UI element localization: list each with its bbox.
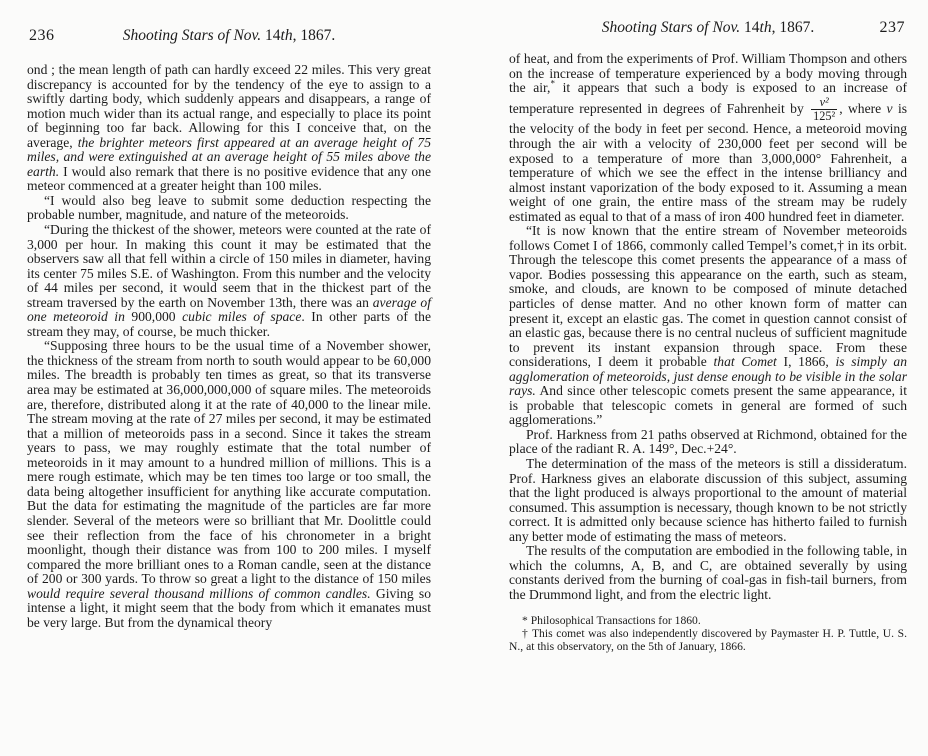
paragraph: The determination of the mass of the meteors is still a dissideratum. Prof. Harkness gives an elaborate discussion of this subject, assuming that the light produced is always proportional to the amount of material consumed. This assumption is necessary, though known to be not strictly correct. It is admitted only because science has hitherto failed to furnish any better mode of estimating the mass of meteors. <box>509 456 907 544</box>
page-body-left <box>27 63 431 630</box>
page-number-left: 236 <box>29 27 55 44</box>
italic-text: that Comet <box>713 354 784 370</box>
running-title-left: Shooting Stars of Nov. 14th, 1867. <box>122 27 336 44</box>
fraction: $\frac{\text{v²}}{\text{125²}}$ <box>813 94 836 123</box>
italic-text: v <box>886 100 893 116</box>
paragraph: Prof. Harkness from 21 paths observed at Richmond, obtained for the place of the radiant R. A. 149°, Dec.+24°. <box>509 426 907 457</box>
footnotes <box>509 614 907 654</box>
italic-text: th <box>759 19 772 36</box>
paragraph: “I would also beg leave to submit some deduction respecting the probable number, magnitude, and nature of the meteoroids. <box>27 192 431 223</box>
italic-text: Shooting Stars of Nov. <box>122 27 266 44</box>
italic-text: th <box>280 27 293 44</box>
page-number-right: 237 <box>879 19 905 36</box>
italic-text: Shooting Stars of Nov. <box>601 19 745 36</box>
page-right <box>509 19 907 654</box>
footnote-marker: * <box>550 78 555 89</box>
page-header-right <box>509 19 907 41</box>
italic-text: average of one meteoroid in <box>27 294 431 325</box>
page-body-right <box>509 52 907 603</box>
paragraph: of heat, and from the experiments of Prof. William Thompson and others on the increase of temperature experienced by a body moving through the air,* it appears that such a body is exposed to an increase of temperature represented in degrees of Fahrenheit by $\frac{\text{v²}}{\text{125²}}$ , where v is the velocity of the body in feet per second. Hence, a meteoroid moving through the air with a velocity of 230,000 feet per second will be exposed to a temperature of more than 3,000,000° Fahrenheit, a temperature of which we see the effect in the intense brilliancy and almost instant vaporization of the body exposed to it. Assuming a mean weight of one grain, the entire mass of the stream may be rudely estimated as equal to that of a mass of iron 400 hundred feet in diameter. <box>509 51 908 224</box>
page-header-left <box>27 27 431 49</box>
paragraph: ond ; the mean length of path can hardly exceed 22 miles. This very great discrepancy is accounted for by the tendency of the eye to assign to a swiftly darting body, which suddenly appears and disappears, a range of motion much wider than its actual range, and especially to place its point of beginning too far back. Allowing for this I conceive that, on the average, the brighter meteors first appeared at an average height of 75 miles, and were extinguished at an average height of 55 miles above the earth. I would also remark that there is no positive evidence that any one meteor commenced at a greater height than 100 miles. <box>27 62 431 194</box>
paragraph: “During the thickest of the shower, meteors were counted at the rate of 3,000 per hour. In making this count it may be estimated that the observers saw all that fell within a circle of 150 miles in diameter, having its center 75 miles S.E. of Washington. From this number and the velocity of 44 miles per second, it would seem that in the thickest part of the stream traversed by the earth on November 13th, there was an average of one meteoroid in 900,000 cubic miles of space. In other parts of the stream they may, of course, be much thicker. <box>27 222 432 339</box>
page-left <box>27 27 431 630</box>
paragraph: † This comet was also independently discovered by Paymaster H. P. Tuttle, U. S. N., at this observatory, on the 5th of January, 1866. <box>509 626 907 654</box>
paragraph: The results of the computation are embodied in the following table, in which the columns, A, B, and C, are obtained severally by using constants derived from the burning of coal-gas in fish-tail burners, from the Drummond light, and from the electric light. <box>509 543 907 602</box>
italic-text: would require several thousand millions of common candles. <box>27 585 371 601</box>
paragraph: * Philosophical Transactions for 1860. <box>522 613 701 627</box>
paragraph: “Supposing three hours to be the usual time of a November shower, the thickness of the stream from north to south would appear to be 60,000 miles. The breadth is probably ten times as great, so that its transverse area may be estimated at 36,000,000,000 of square miles. The meteoroids are, therefore, distributed along it at the rate of 40,000 to the linear mile. The stream moving at the rate of 27 miles per second, it may be estimated that a million of meteoroids pass in a second. Since it takes the stream years to pass, we may roughly estimate that the total number of meteoroids in it may amount to a hundred million of millions. This is a mere rough estimate, which may be ten times too large or too small, the data being altogether insufficient for anything like accurate computation. But the data for estimating the magnitude of the particles are far more slender. Several of the meteors were so brilliant that Mr. Doolittle could see their reflection from the face of his chronometer in a bright moonlight, though their distance was from 100 to 200 miles. I myself compared the more brilliant ones to a Roman candle, seen at the distance of 200 or 300 yards. To throw so great a light to the distance of 150 miles would require several thousand millions of common candles. Giving so intense a light, it might seem that the body from which it emanates must be very large. But from the dynamical theory <box>27 338 431 630</box>
italic-text: is simply an agglomeration of meteoroids, just dense enough to be visible in the solar rays. <box>509 354 908 399</box>
running-title-right: Shooting Stars of Nov. 14th, 1867. <box>601 19 815 36</box>
italic-text: the brighter meteors first appeared at an average height of 75 miles, and were extinguished at an average height of 55 miles above the earth. <box>27 134 431 179</box>
italic-text: cubic miles of space <box>182 309 302 325</box>
paragraph: “It is now known that the entire stream of November meteoroids follows Comet I of 1866, commonly called Tempel’s comet,† in its orbit. Through the telescope this comet presents the appearance of a mass of vapor. Bodies possessing this appearance on the earth, such as steam, smoke, and clouds, are known to be composed of minute detached particles of dense matter. And no other known form of matter can present it, except an elastic gas. The comet in question cannot consist of an elastic gas, because there is no central nucleus of sufficient magnitude to prevent its instant expansion through space. From these considerations, I deem it probable that Comet I, 1866, is simply an agglomeration of meteoroids, just dense enough to be visible in the solar rays. And since other telescopic comets present the same appearance, it is probable that telescopic comets in general are formed of such agglomerations.” <box>509 223 908 428</box>
